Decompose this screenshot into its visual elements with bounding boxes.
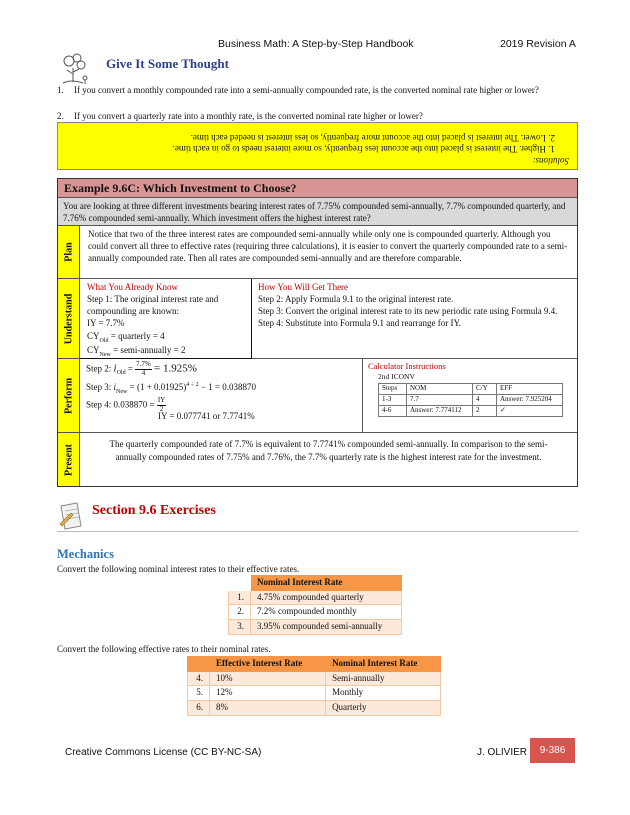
get-step-3: Step 3: Convert the original interest rate to its new periodic rate using Formula 9.4. bbox=[258, 306, 558, 317]
get-step-2: Step 2: Apply Formula 9.1 to the original interest rate. bbox=[258, 294, 454, 305]
mechanics-heading: Mechanics bbox=[57, 547, 114, 561]
table-row: 1. 4.75% compounded quarterly bbox=[229, 590, 402, 605]
mechanics-instruction-1: Convert the following nominal interest rates to their effective rates. bbox=[57, 564, 300, 574]
thought-question-1 bbox=[57, 85, 582, 97]
give-it-some-thought-heading: Give It Some Thought bbox=[106, 56, 229, 71]
perform-step-2: Step 2: $i_{Old}$ = $\frac{7.7\%}{4}$ = 1.925% bbox=[86, 360, 197, 377]
question-number: 1. bbox=[57, 85, 64, 95]
calculator-row: 4-6 Answer: 7.774112 2 ✓ bbox=[379, 405, 563, 416]
get-heading: How You Will Get There bbox=[258, 282, 349, 292]
perform-row-label: Perform bbox=[58, 359, 80, 433]
present-row-label: Present bbox=[58, 433, 80, 486]
present-text: The quarterly compounded rate of 7.7% is equivalent to 7.7741% compounded semi-annually. In comparison to the semi-annually compounded rates of 7.75% and 7.76%, the 7.7% quarterly rate is the highest interest rate for the investment. bbox=[109, 439, 548, 462]
solution-2: 2. Lower. The interest is placed into the account more frequently, so less interest is needed each time. bbox=[190, 132, 555, 143]
example-box bbox=[57, 178, 578, 487]
table-row: 2. 7.2% compounded monthly bbox=[229, 605, 402, 620]
section-divider bbox=[57, 531, 578, 532]
table-header: Nominal Interest Rate bbox=[251, 576, 402, 591]
know-heading: What You Already Know bbox=[87, 282, 178, 292]
table-row: 3. 3.95% compounded semi-annually bbox=[229, 620, 402, 635]
table-header: Effective Interest Rate bbox=[210, 657, 326, 672]
question-number: 2. bbox=[57, 111, 64, 121]
running-header-title: Business Math: A Step-by-Step Handbook bbox=[218, 38, 414, 50]
section-exercises-heading: Section 9.6 Exercises bbox=[92, 503, 216, 518]
get-step-4: Step 4: Substitute into Formula 9.1 and rearrange for IY. bbox=[258, 318, 462, 329]
perform-step-3: Step 3: $i_{New} = (1 + 0.01925)^{4 \div 2} - 1 = 0.038870$ bbox=[86, 382, 256, 395]
plan-text: Notice that two of the three interest rates are compounded semi-annually while only one is compounded quarterly. Although you could convert all three to effective rates (requiring three calculations), it is easier to convert the quarterly compounded rate to a semi-annually compounded rate. Then all rates are compounded semi-annually and are therefore comparable. bbox=[80, 226, 577, 279]
perform-calculations bbox=[80, 359, 362, 433]
perform-step-4: Step 4: 0.038870 = $\frac{IY}{2}$ bbox=[86, 396, 166, 413]
plan-row-label: Plan bbox=[58, 226, 80, 279]
calculator-header-row: Steps NOM C/Y EFF bbox=[379, 383, 563, 394]
know-cy-old: $CY_{Old}$ = quarterly = 4 bbox=[87, 330, 165, 344]
perform-step-4-result: IY = 0.077741 or 7.7741% bbox=[158, 411, 255, 422]
how-you-will-get-there bbox=[252, 279, 577, 359]
mechanics-instruction-2: Convert the following effective rates to their nominal rates. bbox=[57, 644, 271, 654]
table-header: Nominal Interest Rate bbox=[326, 657, 441, 672]
page-number-badge: 9-386 bbox=[530, 738, 575, 763]
thought-question-2 bbox=[57, 111, 582, 123]
know-cy-new: $CY_{New}$ = semi-annually = 2 bbox=[87, 345, 186, 359]
understand-row-label: Understand bbox=[58, 279, 80, 359]
effective-rate-table bbox=[187, 656, 441, 716]
question-text: If you convert a quarterly rate into a monthly rate, is the converted nominal rate higher or lower? bbox=[74, 111, 423, 121]
calculator-instructions bbox=[362, 359, 577, 433]
solution-1: 1. Higher. The interest is placed into the account less frequently, so more interest needs to go in each time. bbox=[172, 144, 555, 155]
upside-down-solutions-box bbox=[57, 122, 578, 170]
notepad-pencil-icon bbox=[57, 500, 85, 530]
example-intro: You are looking at three different investments bearing interest rates of 7.75% compounded semi-annually, 7.7% compounded quarterly, and 7.76% compounded semi-annually. Which investment offers the highest interest rate? bbox=[58, 198, 577, 226]
check-mark-icon: ✓ bbox=[497, 405, 563, 416]
calculator-title: Calculator Instructions bbox=[368, 361, 446, 371]
question-text: If you convert a monthly compounded rate into a semi-annually compounded rate, is the converted nominal rate higher or lower? bbox=[74, 85, 539, 95]
know-step-1: Step 1: The original interest rate and compounding are known: bbox=[87, 294, 219, 317]
table-header-row bbox=[188, 657, 441, 672]
example-title: Example 9.6C: Which Investment to Choose? bbox=[58, 179, 577, 198]
table-row: 4. 10% Semi-annually bbox=[188, 671, 441, 686]
table-header-row bbox=[229, 576, 402, 591]
table-row: 6. 8% Quarterly bbox=[188, 701, 441, 716]
running-header-revision: 2019 Revision A bbox=[500, 38, 576, 50]
know-iy: IY = 7.7% bbox=[87, 318, 125, 329]
nominal-rate-table bbox=[228, 575, 402, 635]
calculator-function: 2nd ICONV bbox=[378, 372, 415, 382]
footer-license: Creative Commons License (CC BY-NC-SA) bbox=[65, 747, 262, 758]
tree-thought-icon bbox=[57, 52, 93, 86]
table-row: 5. 12% Monthly bbox=[188, 686, 441, 701]
solutions-label: Solutions: bbox=[532, 156, 569, 166]
calculator-table bbox=[378, 383, 563, 417]
what-you-already-know bbox=[80, 279, 252, 359]
calculator-row: 1-3 7.7 4 Answer: 7.925204 bbox=[379, 394, 563, 405]
footer-author: J. OLIVIER bbox=[477, 747, 528, 758]
